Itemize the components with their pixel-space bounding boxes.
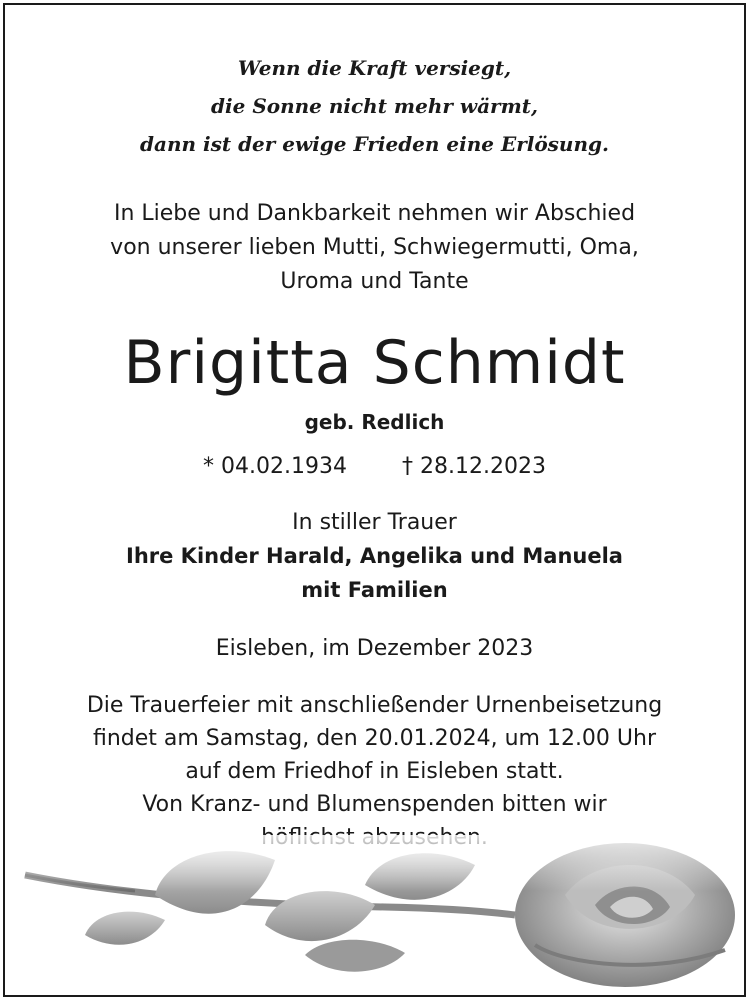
mourners-line: Ihre Kinder Harald, Angelika und Manuela [126,544,623,568]
service-info [5,689,744,854]
service-line: findet am Samstag, den 20.01.2024, um 12.00 Uhr [92,726,657,751]
service-line: Die Trauerfeier mit anschließender Urnenbeisetzung [86,693,663,718]
mourning-label: In stiller Trauer [292,510,457,535]
mourners-line: mit Familien [301,578,448,602]
poem-line: Wenn die Kraft versiegt, [237,56,512,80]
place-date: Eisleben, im Dezember 2023 [215,636,534,661]
poem-line: die Sonne nicht mehr wärmt, [211,94,538,118]
poem [5,49,744,163]
poem-line: dann ist der ewige Frieden eine Erlösung. [140,132,609,156]
obituary-content [5,5,744,854]
rose-icon [5,835,744,995]
death-date: † 28.12.2023 [402,454,546,479]
birth-date: * 04.02.1934 [203,454,347,479]
intro-line: Uroma und Tante [280,269,469,294]
life-dates [5,451,744,483]
obituary-frame [3,3,746,997]
intro-line: von unserer lieben Mutti, Schwiegermutti, Oma, [110,235,639,260]
intro-text [5,197,744,299]
mourners [5,539,744,607]
service-line: auf dem Friedhof in Eisleben statt. [185,759,564,784]
service-line: Von Kranz- und Blumenspenden bitten wir [142,792,607,817]
intro-line: In Liebe und Dankbarkeit nehmen wir Abschied [113,201,636,226]
birth-name: geb. Redlich [304,410,445,434]
deceased-name: Brigitta Schmidt [123,328,626,398]
